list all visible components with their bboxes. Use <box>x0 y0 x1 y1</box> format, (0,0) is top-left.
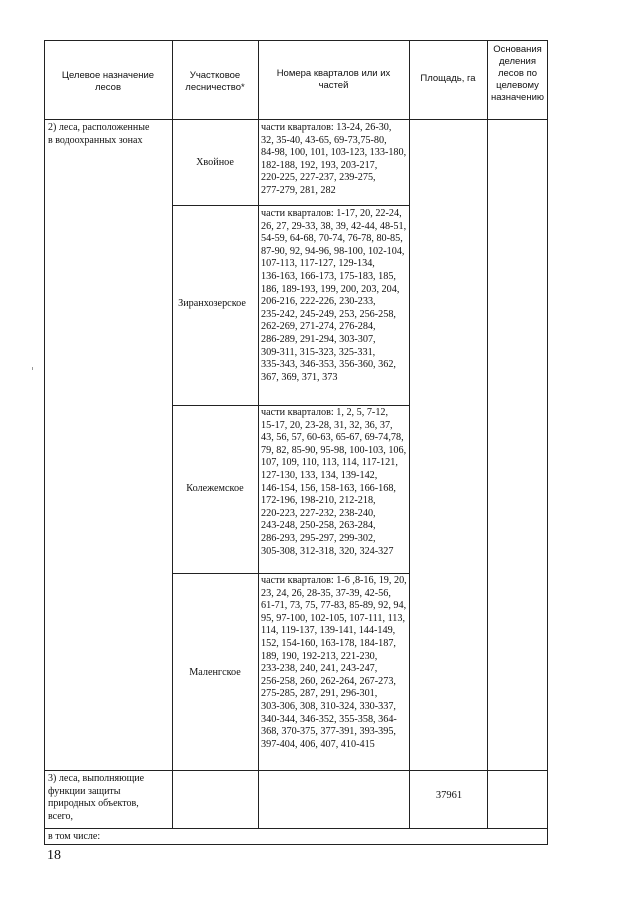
header-purpose: Целевое назначение лесов <box>61 70 155 93</box>
header-divider <box>44 119 548 120</box>
col-divider-4 <box>487 40 488 829</box>
scan-mark <box>32 367 33 370</box>
forestry-divider-2 <box>172 405 409 406</box>
page-number: 18 <box>47 848 61 863</box>
forestry-name: Маленгское <box>189 667 241 678</box>
row4-label: в том числе: <box>48 831 101 842</box>
forestry-name: Хвойное <box>196 157 234 168</box>
header-area: Площадь, га <box>420 73 476 84</box>
forestry-divider-1 <box>172 205 409 206</box>
forestry-divider-3 <box>172 573 409 574</box>
table-border-bottom <box>44 844 548 845</box>
quarters-list: части кварталов: 13-24, 26-30, 32, 35-40, 43-65, 69-73,75-80, 84-98, 100, 101, 103-123, 133-180, 182-188, 192, 193, 203-217, 220-225, 227-237, 239-275, 277-279, 281, 282 <box>261 122 407 196</box>
header-forestry: Участковое лесничество* <box>185 70 245 93</box>
quarters-list: части кварталов: 1, 2, 5, 7-12, 15-17, 20, 23-28, 31, 32, 36, 37, 43, 56, 57, 60-63, 65-67, 69-74,78, 79, 82, 85-90, 95-98, 100-103, 106, 107, 109, 110, 113, 114, 117-121, 127-130, 133, 134, 139-142, 146-154, 156, 158-163, 166-168, 172-196, 198-210, 212-218, 220-223, 227-232, 238-240, 243-248, 250-258, 263-284, 286-293, 295-297, 299-302, 305-308, 312-318, 320, 324-327 <box>261 407 407 557</box>
row3-purpose: 3) леса, выполняющие функции защиты природных объектов, всего, <box>48 773 145 822</box>
forestry-name: Зиранхозерское <box>178 298 246 309</box>
table-border-left <box>44 40 45 845</box>
quarters-list: части кварталов: 1-6 ,8-16, 19, 20, 23, 24, 26, 28-35, 37-39, 42-56, 61-71, 73, 75, 77-83, 85-89, 92, 94, 95, 97-100, 102-105, 107-111, 113, 114, 119-137, 139-141, 144-149, 152, 154-160, 163-178, 184-187, 189, 190, 192-213, 221-230, 233-238, 240, 241, 243-247, 256-258, 260, 262-264, 267-273, 275-285, 287, 291, 296-301, 303-306, 308, 310-324, 330-337, 340-344, 346-352, 355-358, 364- 368, 370-375, 377-391, 393-395, 397-404, 406, 407, 410-415 <box>261 575 407 750</box>
forestry-name: Колежемское <box>186 483 244 494</box>
quarters-list: части кварталов: 1-17, 20, 22-24, 26, 27, 29-33, 38, 39, 42-44, 48-51, 54-59, 64-68, 70-74, 76-78, 80-85, 87-90, 92, 94-96, 98-100, 102-104, 107-113, 117-127, 129-134, 136-163, 166-173, 175-183, 185, 186, 189-193, 199, 200, 203, 204, 206-216, 222-226, 230-233, 235-242, 245-249, 253, 256-258, 262-269, 271-274, 276-284, 286-289, 291-294, 303-307, 309-311, 315-323, 325-331, 335-343, 346-353, 356-360, 362, 367, 369, 371, 373 <box>261 208 407 383</box>
header-basis: Основания деления лесов по целевому назначению <box>490 44 544 103</box>
row3-area: 37961 <box>435 790 463 801</box>
header-quarters: Номера кварталов или их частей <box>276 68 391 91</box>
table-border-right <box>547 40 548 845</box>
table-border-top <box>44 40 548 41</box>
row2-purpose: 2) леса, расположенные в водоохранных зонах <box>48 122 150 146</box>
row2-divider <box>44 770 548 771</box>
row3-divider <box>44 828 548 829</box>
